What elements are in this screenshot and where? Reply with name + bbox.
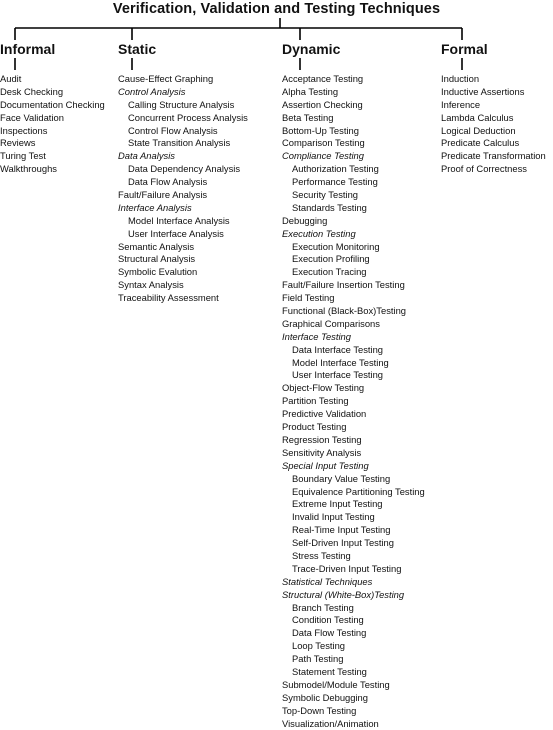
technique-item: Beta Testing bbox=[282, 111, 334, 123]
diagram-title: Verification, Validation and Testing Techniques bbox=[112, 1, 441, 17]
category-label: Statistical Techniques bbox=[282, 575, 373, 587]
technique-list-formal bbox=[441, 73, 546, 176]
sub-technique-item: Statement Testing bbox=[292, 665, 367, 677]
column-formal bbox=[441, 40, 546, 176]
sub-technique-item: Execution Monitoring bbox=[292, 240, 380, 252]
technique-list-dynamic bbox=[282, 73, 425, 730]
technique-item: Functional (Black-Box)Testing bbox=[282, 305, 407, 317]
sub-technique-item: Performance Testing bbox=[292, 176, 378, 188]
sub-technique-item: User Interface Analysis bbox=[128, 227, 224, 239]
category-label: Interface Analysis bbox=[118, 201, 192, 213]
technique-item: Desk Checking bbox=[0, 85, 64, 97]
technique-item: Cause-Effect Graphing bbox=[118, 73, 214, 84]
sub-technique-item: Loop Testing bbox=[292, 640, 345, 652]
technique-item: Reviews bbox=[0, 137, 36, 149]
column-heading-static: Static bbox=[118, 41, 157, 57]
technique-item: Syntax Analysis bbox=[118, 279, 184, 291]
technique-item: Fault/Failure Analysis bbox=[118, 189, 208, 201]
column-heading-formal: Formal bbox=[441, 41, 488, 57]
column-dynamic bbox=[282, 40, 425, 730]
technique-item: Submodel/Module Testing bbox=[282, 678, 390, 690]
sub-technique-item: Condition Testing bbox=[292, 614, 364, 626]
technique-item: Bottom-Up Testing bbox=[282, 124, 359, 136]
sub-technique-item: Standards Testing bbox=[292, 201, 367, 213]
technique-item: Acceptance Testing bbox=[282, 73, 364, 84]
sub-technique-item: Equivalence Partitioning Testing bbox=[292, 485, 425, 497]
category-label: Interface Testing bbox=[282, 330, 351, 342]
technique-item: Semantic Analysis bbox=[118, 240, 195, 252]
technique-item: Predictive Validation bbox=[282, 408, 367, 420]
sub-technique-item: Model Interface Analysis bbox=[128, 214, 230, 226]
sub-technique-item: Invalid Input Testing bbox=[292, 511, 375, 523]
technique-item: Sensitivity Analysis bbox=[282, 446, 362, 458]
technique-item: Inference bbox=[441, 98, 481, 110]
category-label: Special Input Testing bbox=[282, 459, 369, 471]
column-informal bbox=[0, 40, 105, 176]
column-heading-informal: Informal bbox=[0, 41, 56, 57]
sub-technique-item: Data Flow Testing bbox=[292, 627, 367, 639]
category-label: Data Analysis bbox=[118, 150, 175, 162]
sub-technique-item: Data Dependency Analysis bbox=[128, 163, 241, 175]
technique-item: Predicate Calculus bbox=[441, 137, 520, 149]
sub-technique-item: Security Testing bbox=[292, 189, 359, 201]
technique-list-static bbox=[118, 73, 248, 305]
sub-technique-item: Authorization Testing bbox=[292, 163, 379, 175]
technique-item: Field Testing bbox=[282, 292, 335, 304]
column-static bbox=[118, 40, 248, 305]
column-heading-dynamic: Dynamic bbox=[282, 41, 341, 57]
sub-technique-item: Extreme Input Testing bbox=[292, 498, 383, 510]
sub-technique-item: Model Interface Testing bbox=[292, 356, 389, 368]
technique-list-informal bbox=[0, 73, 105, 176]
technique-item: Lambda Calculus bbox=[441, 111, 514, 123]
technique-item: Comparison Testing bbox=[282, 137, 365, 149]
technique-item: Walkthroughs bbox=[0, 163, 57, 175]
sub-technique-item: Data Flow Analysis bbox=[128, 176, 208, 188]
category-label: Compliance Testing bbox=[282, 150, 364, 162]
technique-item: Partition Testing bbox=[282, 395, 349, 407]
technique-item: Fault/Failure Insertion Testing bbox=[282, 279, 405, 291]
technique-item: Induction bbox=[441, 73, 480, 84]
sub-technique-item: Execution Tracing bbox=[292, 266, 367, 278]
technique-item: Regression Testing bbox=[282, 433, 362, 445]
technique-item: Alpha Testing bbox=[282, 85, 339, 97]
sub-technique-item: Execution Profiling bbox=[292, 253, 370, 265]
technique-item: Audit bbox=[0, 73, 22, 84]
technique-item: Structural Analysis bbox=[118, 253, 196, 265]
technique-item: Predicate Transformation bbox=[441, 150, 546, 162]
technique-item: Debugging bbox=[282, 214, 328, 226]
technique-item: Object-Flow Testing bbox=[282, 382, 365, 394]
sub-technique-item: Control Flow Analysis bbox=[128, 124, 218, 136]
technique-item: Face Validation bbox=[0, 111, 64, 123]
sub-technique-item: Trace-Driven Input Testing bbox=[292, 562, 402, 574]
category-label: Execution Testing bbox=[282, 227, 356, 239]
sub-technique-item: Branch Testing bbox=[292, 601, 354, 613]
sub-technique-item: Real-Time Input Testing bbox=[292, 524, 391, 536]
sub-technique-item: Boundary Value Testing bbox=[292, 472, 391, 484]
technique-item: Graphical Comparisons bbox=[282, 317, 380, 329]
sub-technique-item: Stress Testing bbox=[292, 549, 351, 561]
technique-item: Proof of Correctness bbox=[441, 163, 527, 175]
category-label: Structural (White-Box)Testing bbox=[282, 588, 405, 600]
technique-item: Assertion Checking bbox=[282, 98, 363, 110]
technique-item: Product Testing bbox=[282, 421, 347, 433]
sub-technique-item: Self-Driven Input Testing bbox=[292, 537, 394, 549]
technique-item: Top-Down Testing bbox=[282, 704, 357, 716]
technique-item: Documentation Checking bbox=[0, 98, 105, 110]
sub-technique-item: Calling Structure Analysis bbox=[128, 98, 235, 110]
technique-item: Symbolic Evalution bbox=[118, 266, 198, 278]
sub-technique-item: Data Interface Testing bbox=[292, 343, 384, 355]
technique-item: Symbolic Debugging bbox=[282, 691, 368, 703]
sub-technique-item: State Transition Analysis bbox=[128, 137, 231, 149]
sub-technique-item: Path Testing bbox=[292, 653, 344, 665]
technique-item: Inspections bbox=[0, 124, 48, 136]
technique-item: Visualization/Animation bbox=[282, 717, 379, 729]
technique-item: Inductive Assertions bbox=[441, 85, 525, 97]
sub-technique-item: User Interface Testing bbox=[292, 369, 384, 381]
technique-item: Traceability Assessment bbox=[118, 292, 219, 304]
technique-item: Turing Test bbox=[0, 150, 46, 162]
technique-item: Logical Deduction bbox=[441, 124, 516, 136]
sub-technique-item: Concurrent Process Analysis bbox=[128, 111, 248, 123]
category-label: Control Analysis bbox=[118, 85, 186, 97]
